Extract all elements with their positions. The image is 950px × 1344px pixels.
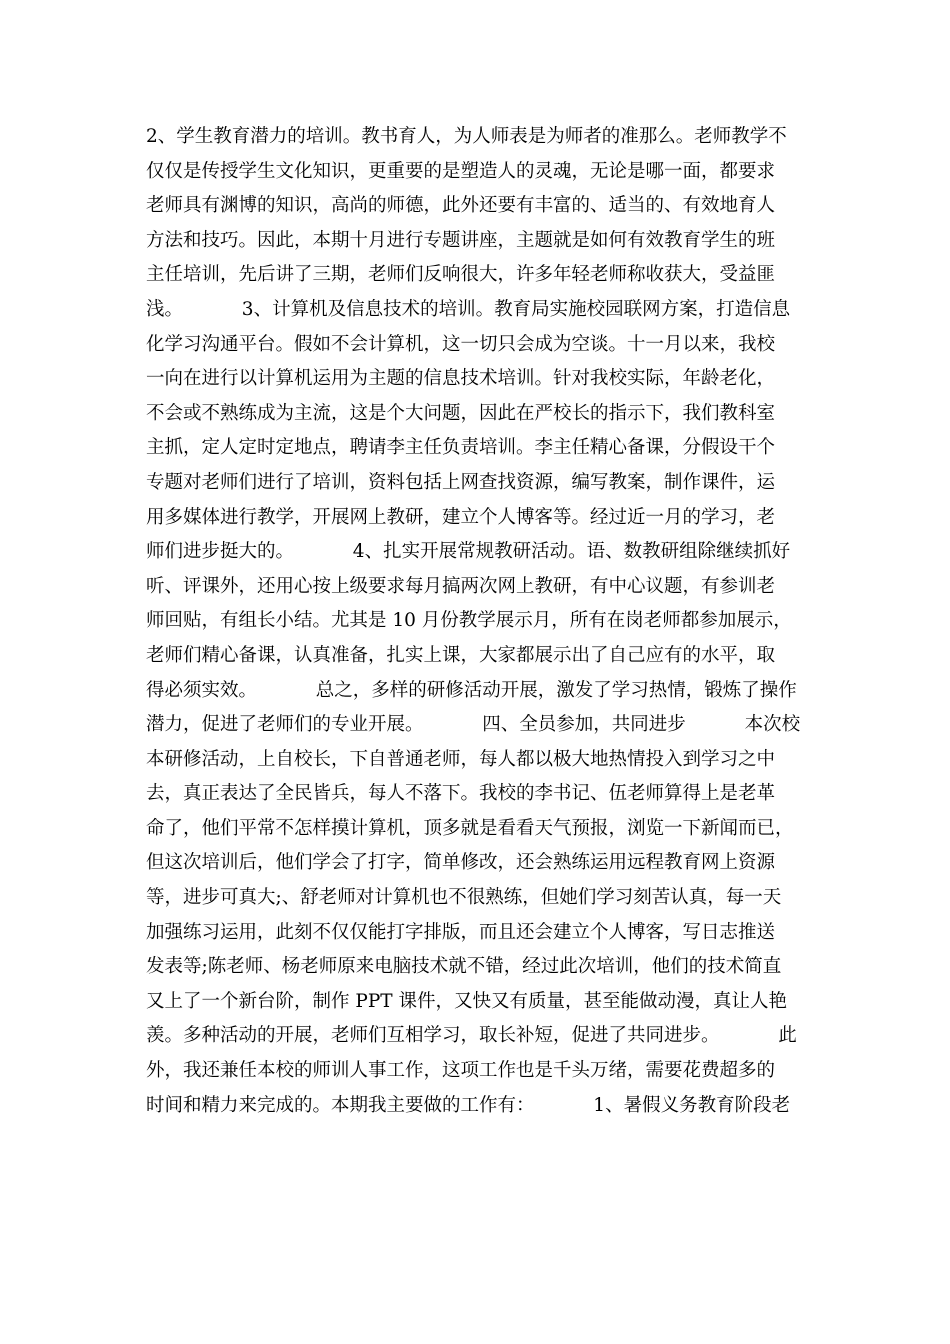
text-line: 发表等;陈老师、杨老师原来电脑技术就不错，经过此次培训，他们的技术简直 xyxy=(146,956,782,978)
text-line: 但这次培训后，他们学会了打字，简单修改，还会熟练运用远程教育网上资源 xyxy=(146,852,776,874)
text-line: 本研修活动，上自校长，下自普通老师，每人都以极大地热情投入到学习之中 xyxy=(146,748,776,770)
text-line: 外，我还兼任本校的师训人事工作，这项工作也是千头万绪，需要花费超多的 xyxy=(146,1060,776,1082)
text-line: 一向在进行以计算机运用为主题的信息技术培训。针对我校实际，年龄老化， xyxy=(146,368,776,390)
text-line: 老师们精心备课，认真准备，扎实上课，大家都展示出了自己应有的水平，取 xyxy=(146,644,776,666)
text-line: 羡。多种活动的开展，老师们互相学习，取长补短，促进了共同进步。 此 xyxy=(146,1025,797,1047)
text-line: 命了，他们平常不怎样摸计算机，顶多就是看看天气预报，浏览一下新闻而已， xyxy=(146,817,794,839)
text-line: 师们进步挺大的。 4、扎实开展常规教研活动。语、数教研组除继续抓好 xyxy=(146,541,791,563)
text-line: 浅。 3、计算机及信息技术的培训。教育局实施校园联网方案，打造信息 xyxy=(146,298,791,320)
text-line: 得必须实效。 总之，多样的研修活动开展，激发了学习热情，锻炼了操作 xyxy=(146,679,797,701)
text-line: 去，真正表达了全民皆兵，每人不落下。我校的李书记、伍老师算得上是老革 xyxy=(146,783,776,805)
text-line: 又上了一个新台阶，制作 PPT 课件，又快又有质量，甚至能做动漫，真让人艳 xyxy=(146,990,787,1012)
text-line: 老师具有渊博的知识，高尚的师德，此外还要有丰富的、适当的、有效地育人 xyxy=(146,195,776,217)
text-line: 潜力，促进了老师们的专业开展。 四、全员参加，共同进步 本次校 xyxy=(146,714,801,736)
text-line: 方法和技巧。因此，本期十月进行专题讲座，主题就是如何有效教育学生的班 xyxy=(146,229,776,251)
text-line: 2、学生教育潜力的培训。教书育人，为人师表是为师者的准那么。老师教学不 xyxy=(146,126,787,147)
text-line: 主任培训，先后讲了三期，老师们反响很大，许多年轻老师称收获大，受益匪 xyxy=(146,264,776,286)
text-line: 时间和精力来完成的。本期我主要做的工作有： 1、暑假义务教育阶段老 xyxy=(146,1094,791,1116)
text-line: 专题对老师们进行了培训，资料包括上网查找资源，编写教案，制作课件，运 xyxy=(146,471,776,493)
text-line: 化学习沟通平台。假如不会计算机，这一切只会成为空谈。十一月以来，我校 xyxy=(146,333,776,355)
body-text xyxy=(146,120,816,1123)
text-line: 主抓，定人定时定地点，聘请李主任负责培训。李主任精心备课，分假设干个 xyxy=(146,437,776,459)
text-line: 加强练习运用，此刻不仅仅能打字排版，而且还会建立个人博客，写日志推送 xyxy=(146,921,776,943)
text-line: 听、评课外，还用心按上级要求每月搞两次网上教研，有中心议题，有参训老 xyxy=(146,575,776,597)
text-line: 等，进步可真大;、舒老师对计算机也不很熟练，但她们学习刻苦认真，每一天 xyxy=(146,887,782,909)
text-line: 师回贴，有组长小结。尤其是 10 月份教学展示月，所有在岗老师都参加展示， xyxy=(146,610,792,632)
text-line: 不会或不熟练成为主流，这是个大问题，因此在严校长的指示下，我们教科室 xyxy=(146,402,776,424)
text-line: 用多媒体进行教学，开展网上教研，建立个人博客等。经过近一月的学习，老 xyxy=(146,506,776,528)
text-line: 仅仅是传授学生文化知识，更重要的是塑造人的灵魂，无论是哪一面，都要求 xyxy=(146,160,776,182)
